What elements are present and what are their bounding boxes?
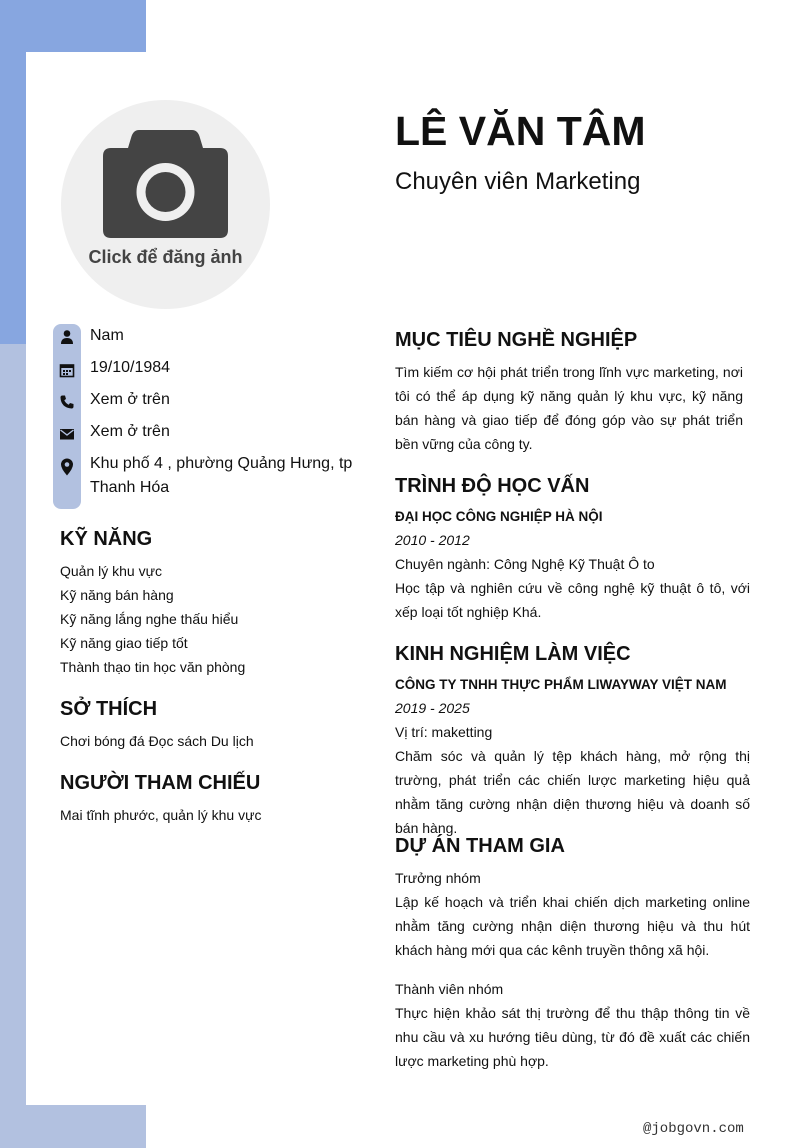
references-text: Mai tĩnh phước, quản lý khu vực bbox=[60, 807, 262, 823]
experience-description: Chăm sóc và quản lý tệp khách hàng, mở rộng thị trường, phát triển các chiến lược marketing hiệu quả nhằm tăng cường nhận diện thương hiệu và doanh số bán hàng. bbox=[395, 748, 750, 836]
projects-heading: DỰ ÁN THAM GIA bbox=[395, 835, 565, 857]
contact-birthday: 19/10/1984 bbox=[90, 359, 171, 376]
decor-left-strip bbox=[0, 344, 26, 1148]
project-role: Thành viên nhóm bbox=[395, 981, 504, 997]
contact-phone: Xem ở trên bbox=[90, 391, 170, 408]
education-heading: TRÌNH ĐỘ HỌC VẤN bbox=[395, 475, 590, 497]
footer-watermark: @jobgovn.com bbox=[643, 1121, 744, 1137]
contact-address: Khu phố 4 , phường Quảng Hưng, tp Thanh Hóa bbox=[90, 455, 353, 496]
skills-heading: KỸ NĂNG bbox=[60, 528, 153, 550]
skills-list bbox=[60, 559, 245, 679]
phone-icon bbox=[59, 394, 75, 410]
education-school: ĐẠI HỌC CÔNG NGHIỆP HÀ NỘI bbox=[395, 509, 603, 524]
contact-email: Xem ở trên bbox=[90, 423, 170, 440]
job-title: Chuyên viên Marketing bbox=[395, 168, 641, 195]
education-description: Học tập và nghiên cứu về công nghệ kỹ thuật ô tô, với xếp loại tốt nghiệp Khá. bbox=[395, 580, 750, 620]
project-description: Lập kế hoạch và triển khai chiến dịch marketing online nhằm tăng cường nhận diện thương hiệu và thu hút khách hàng mới qua các kênh truyền thông xã hội. bbox=[395, 894, 750, 958]
education-major: Chuyên ngành: Công Nghệ Kỹ Thuật Ô to bbox=[395, 556, 655, 572]
email-icon bbox=[59, 426, 75, 442]
contact-gender: Nam bbox=[90, 327, 124, 344]
skill-item: Quản lý khu vực bbox=[60, 563, 162, 579]
education-period: 2010 - 2012 bbox=[395, 532, 470, 548]
hobbies-heading: SỞ THÍCH bbox=[60, 698, 158, 720]
references-heading: NGƯỜI THAM CHIẾU bbox=[60, 772, 261, 794]
decor-bottom-block bbox=[0, 1105, 146, 1148]
skill-item: Kỹ năng giao tiếp tốt bbox=[60, 635, 188, 651]
objective-heading: MỤC TIÊU NGHỀ NGHIỆP bbox=[395, 329, 638, 351]
photo-upload[interactable] bbox=[61, 100, 270, 309]
experience-heading: KINH NGHIỆM LÀM VIỆC bbox=[395, 643, 631, 665]
project-description: Thực hiện khảo sát thị trường để thu thập thông tin về nhu cầu và xu hướng tiêu dùng, từ đó đề xuất các chiến lược marketing phù hợp. bbox=[395, 1005, 750, 1069]
experience-period: 2019 - 2025 bbox=[395, 700, 470, 716]
project-role: Trưởng nhóm bbox=[395, 870, 481, 886]
skill-item: Thành thạo tin học văn phòng bbox=[60, 659, 246, 675]
skill-item: Kỹ năng lắng nghe thấu hiểu bbox=[60, 611, 239, 627]
objective-text: Tìm kiếm cơ hội phát triển trong lĩnh vực marketing, nơi tôi có thể áp dụng kỹ năng quản lý khu vực, kỹ năng bán hàng và giao tiếp để đóng góp vào sự phát triển bền vững của công ty. bbox=[395, 364, 743, 452]
calendar-icon bbox=[59, 362, 75, 378]
hobbies-text: Chơi bóng đá Đọc sách Du lịch bbox=[60, 733, 254, 749]
experience-position: Vị trí: maketting bbox=[395, 724, 493, 740]
photo-upload-label: Click để đăng ảnh bbox=[88, 247, 243, 267]
skill-item: Kỹ năng bán hàng bbox=[60, 587, 174, 603]
person-icon bbox=[59, 329, 75, 345]
contact-icon-rail bbox=[53, 324, 81, 509]
camera-icon bbox=[102, 130, 229, 240]
location-pin-icon bbox=[59, 458, 75, 476]
candidate-name: LÊ VĂN TÂM bbox=[395, 108, 646, 154]
experience-company: CÔNG TY TNHH THỰC PHẨM LIWAYWAY VIỆT NAM bbox=[395, 677, 727, 692]
